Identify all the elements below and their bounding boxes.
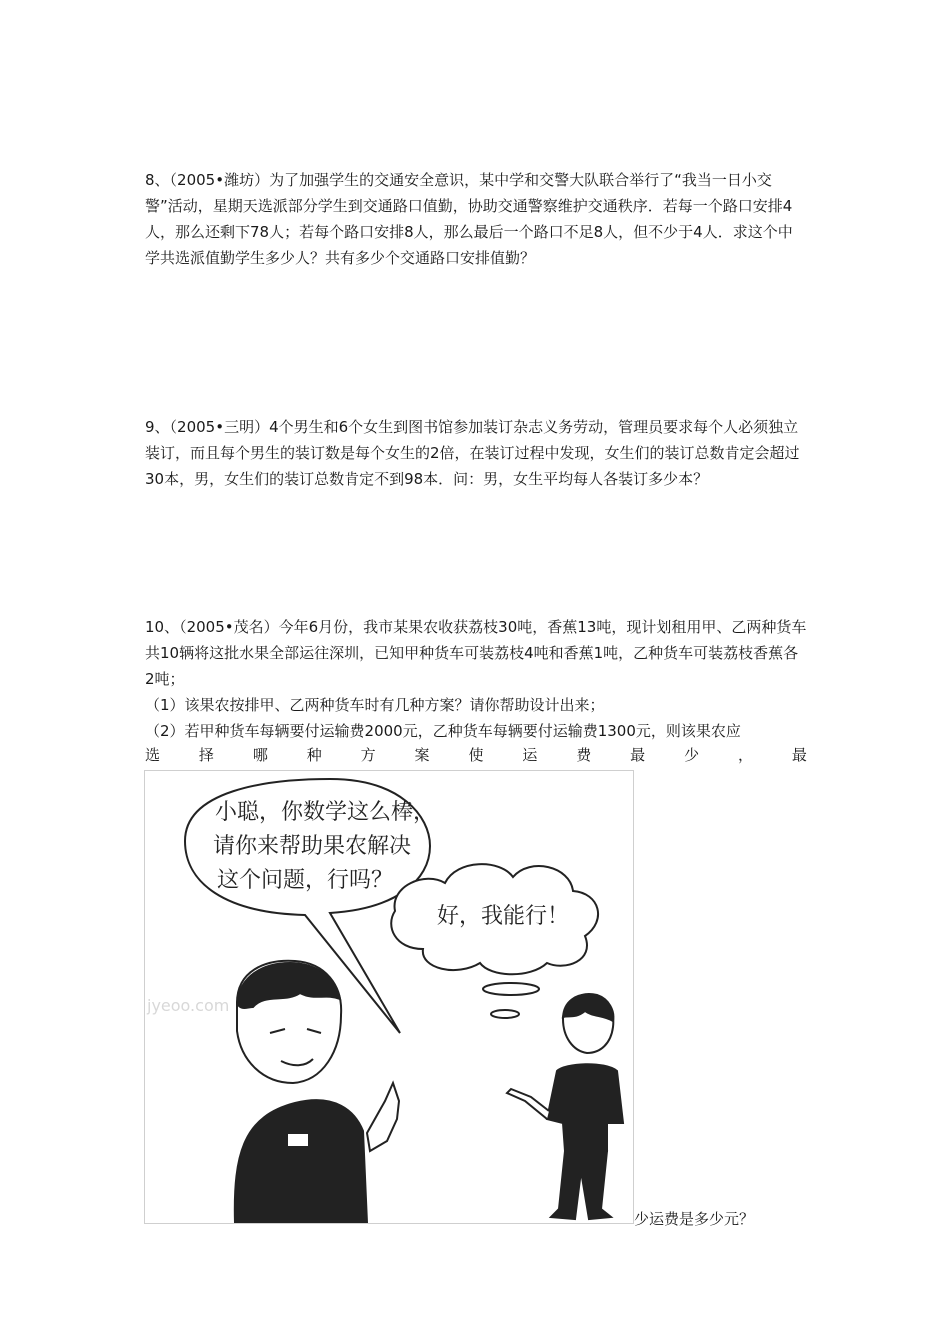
question-10-part2-spread-line (145, 742, 807, 768)
spread-char: 费 (576, 746, 592, 764)
spread-char: 选 (145, 746, 161, 764)
spread-char: 方 (360, 746, 376, 764)
question-8: 8、（2005•潍坊）为了加强学生的交通安全意识，某中学和交警大队联合举行了“我当一日小交警”活动，星期天选派部分学生到交通路口值勤，协助交通警察维护交通秩序．若每一个路口安排4人，那么还剩下78人；若每个路口安排8人，那么最后一个路口不足8人，但不少于4人．求这个中学共选派值勤学生多少人？共有多少个交通路口安排值勤？ (145, 171, 793, 267)
question-10-part1: （1）该果农按排甲、乙两种货车时有几种方案？请你帮助设计出来； (145, 696, 605, 714)
boy-right-figure (507, 994, 623, 1219)
spread-char: 少 (684, 746, 700, 764)
bubble-left-line-2: 请你来帮助果农解决 (213, 834, 412, 859)
spread-char: 种 (306, 746, 322, 764)
question-10-intro: 10、（2005•茂名）今年6月份，我市某果农收获荔枝30吨，香蕉13吨，现计划租用甲、乙两种货车共10辆将这批水果全部运往深圳，已知甲种货车可装荔枝4吨和香蕉1吨，乙种货车可装荔枝香蕉各2吨； (145, 618, 807, 688)
question-10-part2-tail: 少运费是多少元？ (634, 1210, 755, 1228)
halo-ring-icon (491, 1010, 519, 1018)
bubble-left-line-3: 这个问题，行吗？ (217, 868, 394, 893)
spread-char: 择 (198, 746, 214, 764)
spread-char: 最 (791, 746, 807, 764)
spread-char: ， (737, 746, 753, 764)
bubble-right-text: 好，我能行！ (437, 904, 570, 929)
question-9: 9、（2005•三明）4个男生和6个女生到图书馆参加装订杂志义务劳动，管理员要求每个人必须独立装订，而且每个男生的装订数是每个女生的2倍，在装订过程中发现，女生们的装订总数肯定会超过30本，男，女生们的装订总数肯定不到98本．问：男，女生平均每人各装订多少本？ (145, 418, 800, 488)
watermark: jyeoo.com (147, 996, 230, 1015)
spread-char: 运 (522, 746, 538, 764)
spread-char: 哪 (252, 746, 268, 764)
spread-char: 最 (630, 746, 646, 764)
spread-char: 使 (468, 746, 484, 764)
question-10-part2: （2）若甲种货车每辆要付运输费2000元，乙种货车每辆要付运输费1300元，则该果农应 (145, 722, 741, 740)
bubble-left-line-1: 小聪，你数学这么棒， (215, 800, 436, 825)
cartoon-svg (145, 771, 633, 1223)
halo-ring-icon (483, 983, 539, 995)
cartoon-illustration (144, 770, 634, 1224)
spread-char: 案 (414, 746, 430, 764)
